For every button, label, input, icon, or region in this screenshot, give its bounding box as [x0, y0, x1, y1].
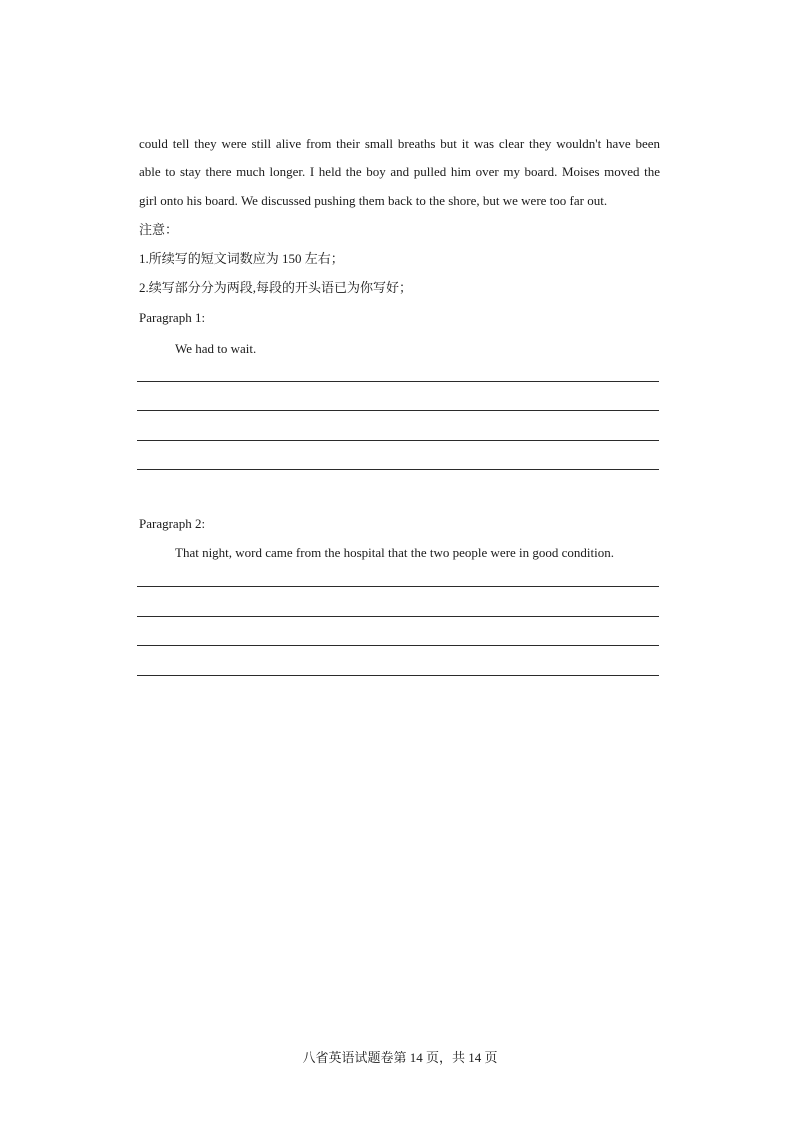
paragraph-2-answer-line	[137, 675, 659, 676]
passage-line-2: able to stay there much longer. I held the boy and pulled him over my board. Moises moved the	[139, 164, 660, 179]
paragraph-2-label: Paragraph 2:	[139, 516, 206, 531]
paragraph-1-answer-line	[137, 440, 659, 441]
paragraph-1-opening: We had to wait.	[175, 341, 257, 356]
paragraph-1-label: Paragraph 1:	[139, 310, 206, 325]
passage-line-1: could tell they were still alive from their small breaths but it was clear they wouldn't have been	[139, 136, 660, 151]
paragraph-2-answer-line	[137, 645, 659, 646]
note-word-count: 1.所续写的短文词数应为 150 左右；	[139, 251, 344, 266]
passage-line-3: girl onto his board. We discussed pushing them back to the shore, but we were too far out.	[139, 193, 608, 208]
notes-heading: 注意：	[139, 222, 179, 237]
page-footer: 八省英语试题卷第 14 页，共 14 页	[302, 1050, 498, 1065]
paragraph-2-opening: That night, word came from the hospital that the two people were in good condition.	[175, 545, 615, 560]
paragraph-1-answer-line	[137, 381, 659, 382]
paragraph-1-answer-line	[137, 469, 659, 470]
paragraph-2-answer-line	[137, 586, 659, 587]
paragraph-1-answer-line	[137, 410, 659, 411]
paragraph-2-answer-line	[137, 616, 659, 617]
note-paragraph-structure: 2.续写部分分为两段,每段的开头语已为你写好；	[139, 280, 413, 295]
